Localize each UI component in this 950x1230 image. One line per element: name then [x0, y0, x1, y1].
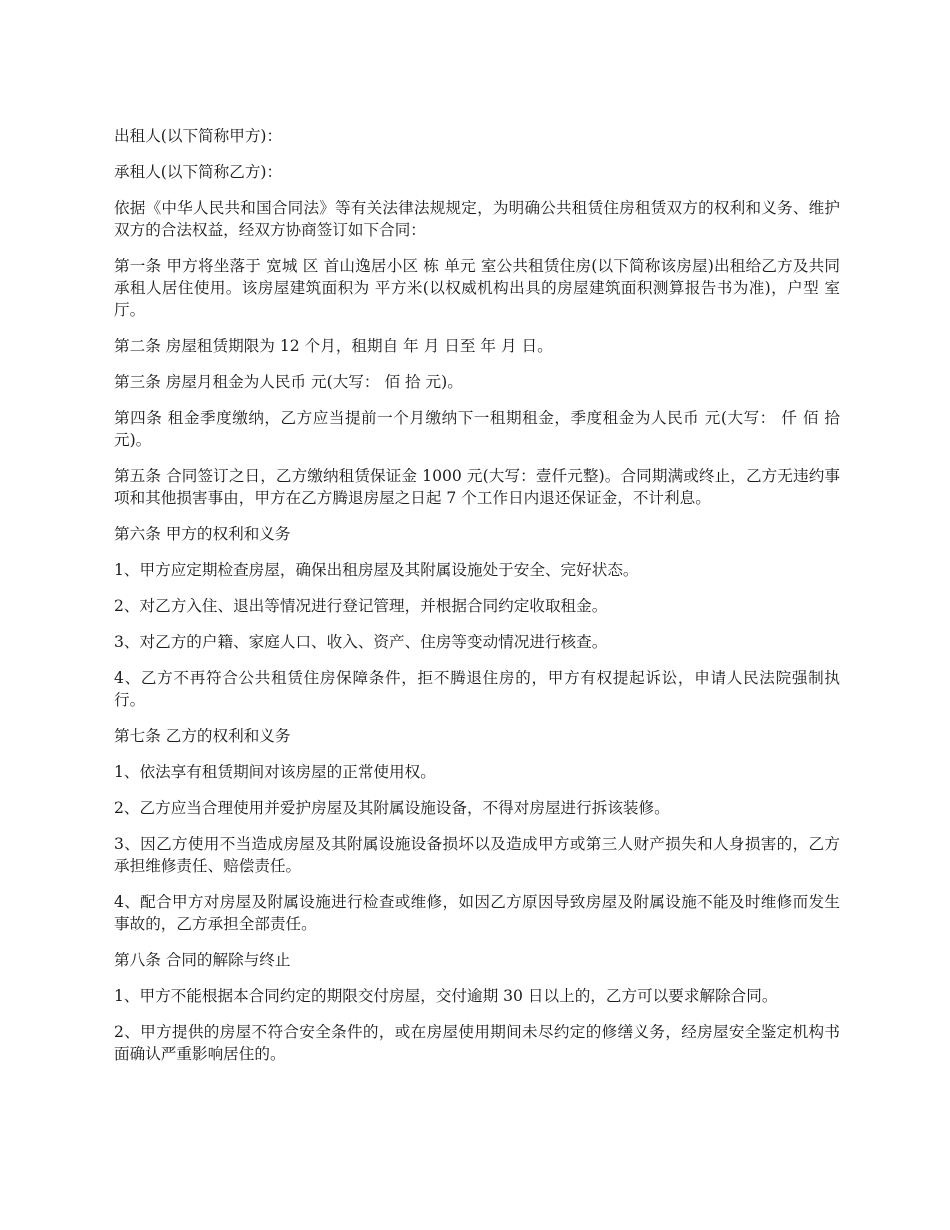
article-7-item-2: 2、乙方应当合理使用并爱护房屋及其附属设施设备，不得对房屋进行拆该装修。	[114, 799, 670, 817]
article-7-item-4: 4、配合甲方对房屋及附属设施进行检查或维修，如因乙方原因导致房屋及附属设施不能及时维修而发生事故的，乙方承担全部责任。	[114, 893, 840, 933]
article-8-item-2: 2、甲方提供的房屋不符合安全条件的，或在房屋使用期间未尽约定的修缮义务，经房屋安全鉴定机构书面确认严重影响居住的。	[114, 1023, 840, 1063]
article-7-item-1: 1、依法享有租赁期间对该房屋的正常使用权。	[114, 763, 436, 781]
article-2-paragraph: 第二条 房屋租赁期限为 12 个月，租期自 年 月 日至 年 月 日。	[114, 337, 553, 355]
article-8-heading: 第八条 合同的解除与终止	[114, 951, 291, 969]
article-6-item-1: 1、甲方应定期检查房屋，确保出租房屋及其附属设施处于安全、完好状态。	[114, 561, 639, 579]
article-4-paragraph: 第四条 租金季度缴纳，乙方应当提前一个月缴纳下一租期租金，季度租金为人民币 元(大写： 仟 佰 拾 元)。	[114, 409, 840, 449]
article-8-item-1: 1、甲方不能根据本合同约定的期限交付房屋，交付逾期 30 日以上的，乙方可以要求解除合同。	[114, 987, 778, 1005]
article-7-heading: 第七条 乙方的权利和义务	[114, 727, 291, 745]
article-5-paragraph: 第五条 合同签订之日，乙方缴纳租赁保证金 1000 元(大写：壹仟元整)。合同期满或终止，乙方无违约事项和其他损害事由，甲方在乙方腾退房屋之日起 7 个工作日内退还保证金，不计利息。	[114, 467, 840, 507]
article-6-item-4: 4、乙方不再符合公共租赁住房保障条件，拒不腾退住房的，甲方有权提起诉讼，申请人民法院强制执行。	[114, 669, 840, 709]
article-7-item-3: 3、因乙方使用不当造成房屋及其附属设施设备损坏以及造成甲方或第三人财产损失和人身损害的，乙方承担维修责任、赔偿责任。	[114, 835, 840, 875]
article-6-item-3: 3、对乙方的户籍、家庭人口、收入、资产、住房等变动情况进行核查。	[114, 633, 608, 651]
preamble-paragraph: 依据《中华人民共和国合同法》等有关法律法规规定，为明确公共租赁住房租赁双方的权利和义务、维护双方的合法权益，经双方协商签订如下合同：	[114, 199, 840, 239]
article-6-item-2: 2、对乙方入住、退出等情况进行登记管理，并根据合同约定收取租金。	[114, 597, 608, 615]
document-body	[114, 125, 840, 1079]
lessor-line: 出租人(以下简称甲方)：	[114, 127, 283, 145]
article-3-paragraph: 第三条 房屋月租金为人民币 元(大写： 佰 拾 元)。	[114, 373, 463, 391]
article-1-paragraph: 第一条 甲方将坐落于 宽城 区 首山逸居小区 栋 单元 室公共租赁住房(以下简称该房屋)出租给乙方及共同承租人居住使用。该房屋建筑面积为 平方米(以权威机构出具的房屋建筑面积测算报告书为准)，户型 室 厅。	[114, 257, 840, 319]
lessee-line: 承租人(以下简称乙方)：	[114, 163, 283, 181]
article-6-heading: 第六条 甲方的权利和义务	[114, 525, 291, 543]
